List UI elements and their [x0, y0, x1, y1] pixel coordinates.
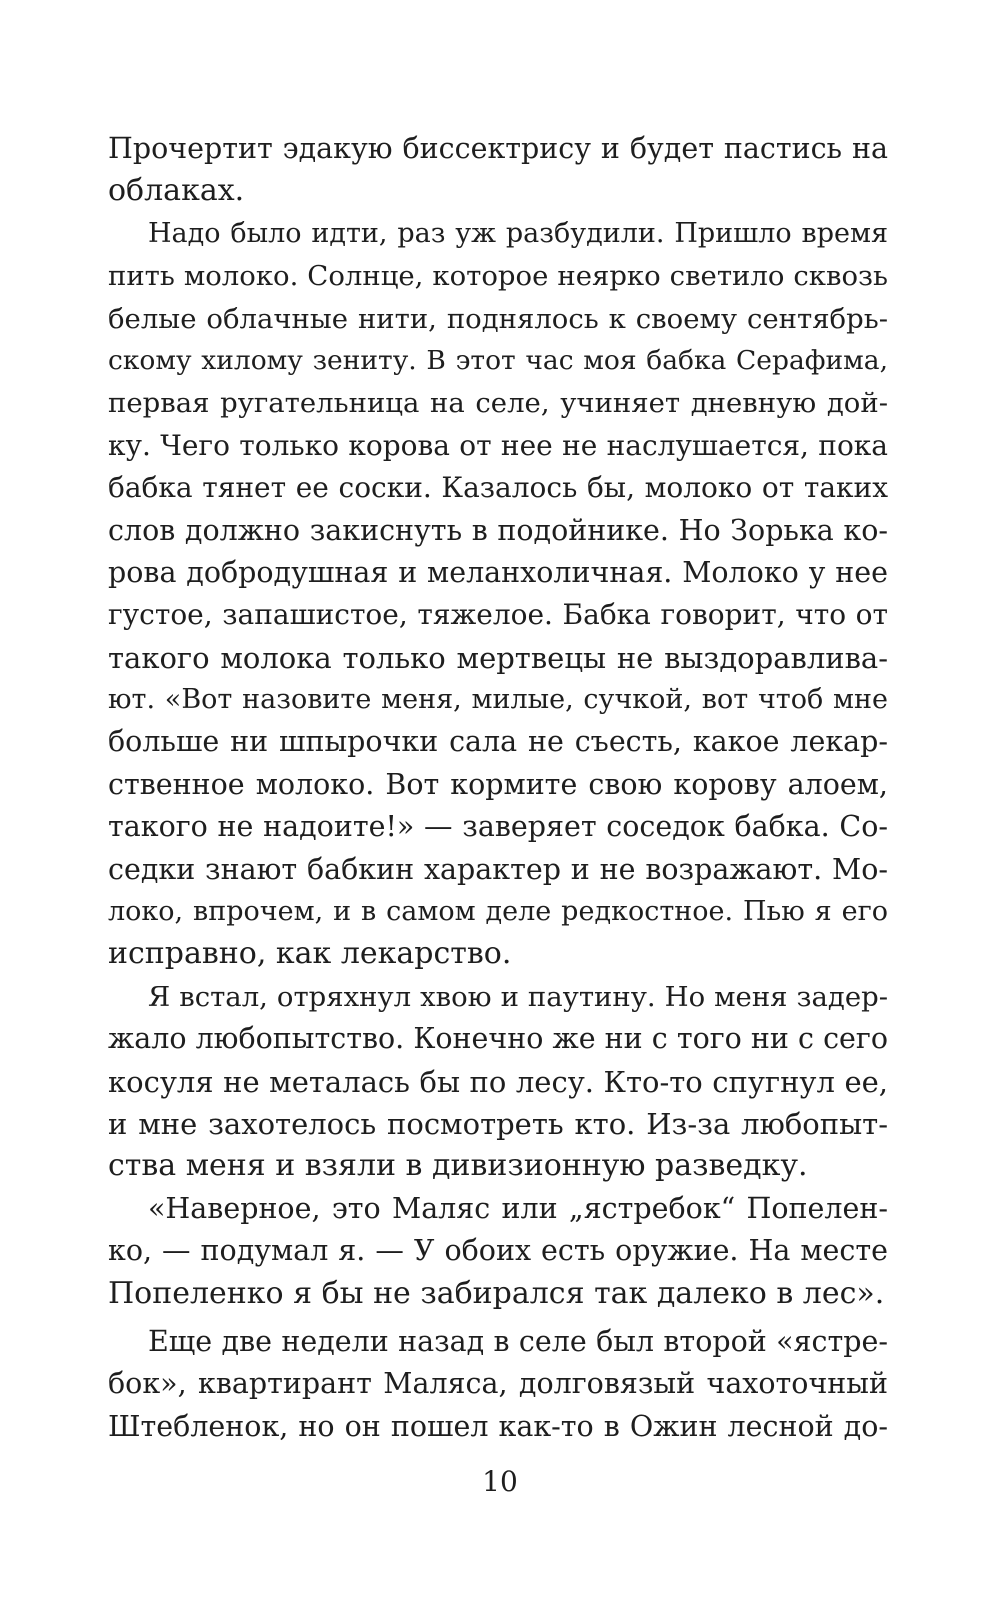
text-line: густое, запашистое, тяжелое. Бабка говорит, что от — [108, 598, 888, 632]
text-line: жало любопытство. Конечно же ни с того ни с сего — [108, 1022, 888, 1056]
text-line: Я встал, отряхнул хвою и паутину. Но меня задер- — [148, 980, 888, 1013]
text-line: ко, — подумал я. — У обоих есть оружие. На месте — [108, 1234, 888, 1268]
text-line: первая ругательница на селе, учиняет дневную дой- — [108, 387, 888, 420]
text-line: больше ни шпырочки сала не съесть, какое лекар- — [108, 725, 888, 759]
text-line: слов должно закиснуть в подойнике. Но Зорька ко- — [108, 513, 888, 547]
text-line: локо, впрочем, и в самом деле редкостное. Пью я его — [108, 896, 888, 928]
text-line: Прочертит эдакую биссектрису и будет пастись на — [108, 132, 888, 165]
text-line: облаках. — [108, 173, 245, 209]
text-line: ственное молоко. Вот кормите свою корову алоем, — [108, 767, 888, 801]
text-line: ют. «Вот назовите меня, милые, сучкой, вот чтоб мне — [108, 684, 888, 716]
text-line: седки знают бабкин характер и не возражают. Мо- — [108, 852, 888, 886]
text-line: косуля не металась бы по лесу. Кто-то спугнул ее, — [108, 1064, 888, 1099]
page-number: 10 — [482, 1465, 518, 1498]
text-line: скому хилому зениту. В этот час моя бабка Серафима, — [108, 344, 888, 376]
text-line: и мне захотелось посмотреть кто. Из-за любопыт- — [108, 1106, 888, 1141]
text-line: такого не надоите!» — заверяет соседок бабка. Со- — [108, 810, 888, 844]
text-line: бок», квартирант Маляса, долговязый чахоточный — [108, 1367, 888, 1401]
text-line: такого молока только мертвецы не выздоравлива- — [108, 640, 888, 675]
body-text — [108, 128, 888, 1448]
text-line: Надо было идти, раз уж разбудили. Пришло время — [148, 217, 888, 249]
text-line: пить молоко. Солнце, которое неярко светило сквозь — [108, 260, 888, 293]
text-line: ку. Чего только корова от нее не наслушается, пока — [108, 428, 888, 462]
text-line: исправно, как лекарство. — [108, 936, 512, 972]
text-line: бабка тянет ее соски. Казалось бы, молоко от таких — [108, 471, 888, 505]
text-line: Еще две недели назад в селе был второй «ястре- — [148, 1324, 888, 1358]
text-line: белые облачные нити, поднялось к своему сентябрь- — [108, 302, 888, 335]
text-line: ства меня и взяли в дивизионную разведку. — [108, 1148, 808, 1184]
text-line: Штебленок, но он пошел как-то в Ожин лесной до- — [108, 1409, 888, 1443]
text-line: рова добродушная и меланхоличная. Молоко у нее — [108, 555, 888, 589]
text-line: Попеленко я бы не забирался так далеко в лес». — [108, 1275, 885, 1311]
text-line: «Наверное, это Маляс или „ястребок“ Попелен- — [148, 1191, 888, 1225]
